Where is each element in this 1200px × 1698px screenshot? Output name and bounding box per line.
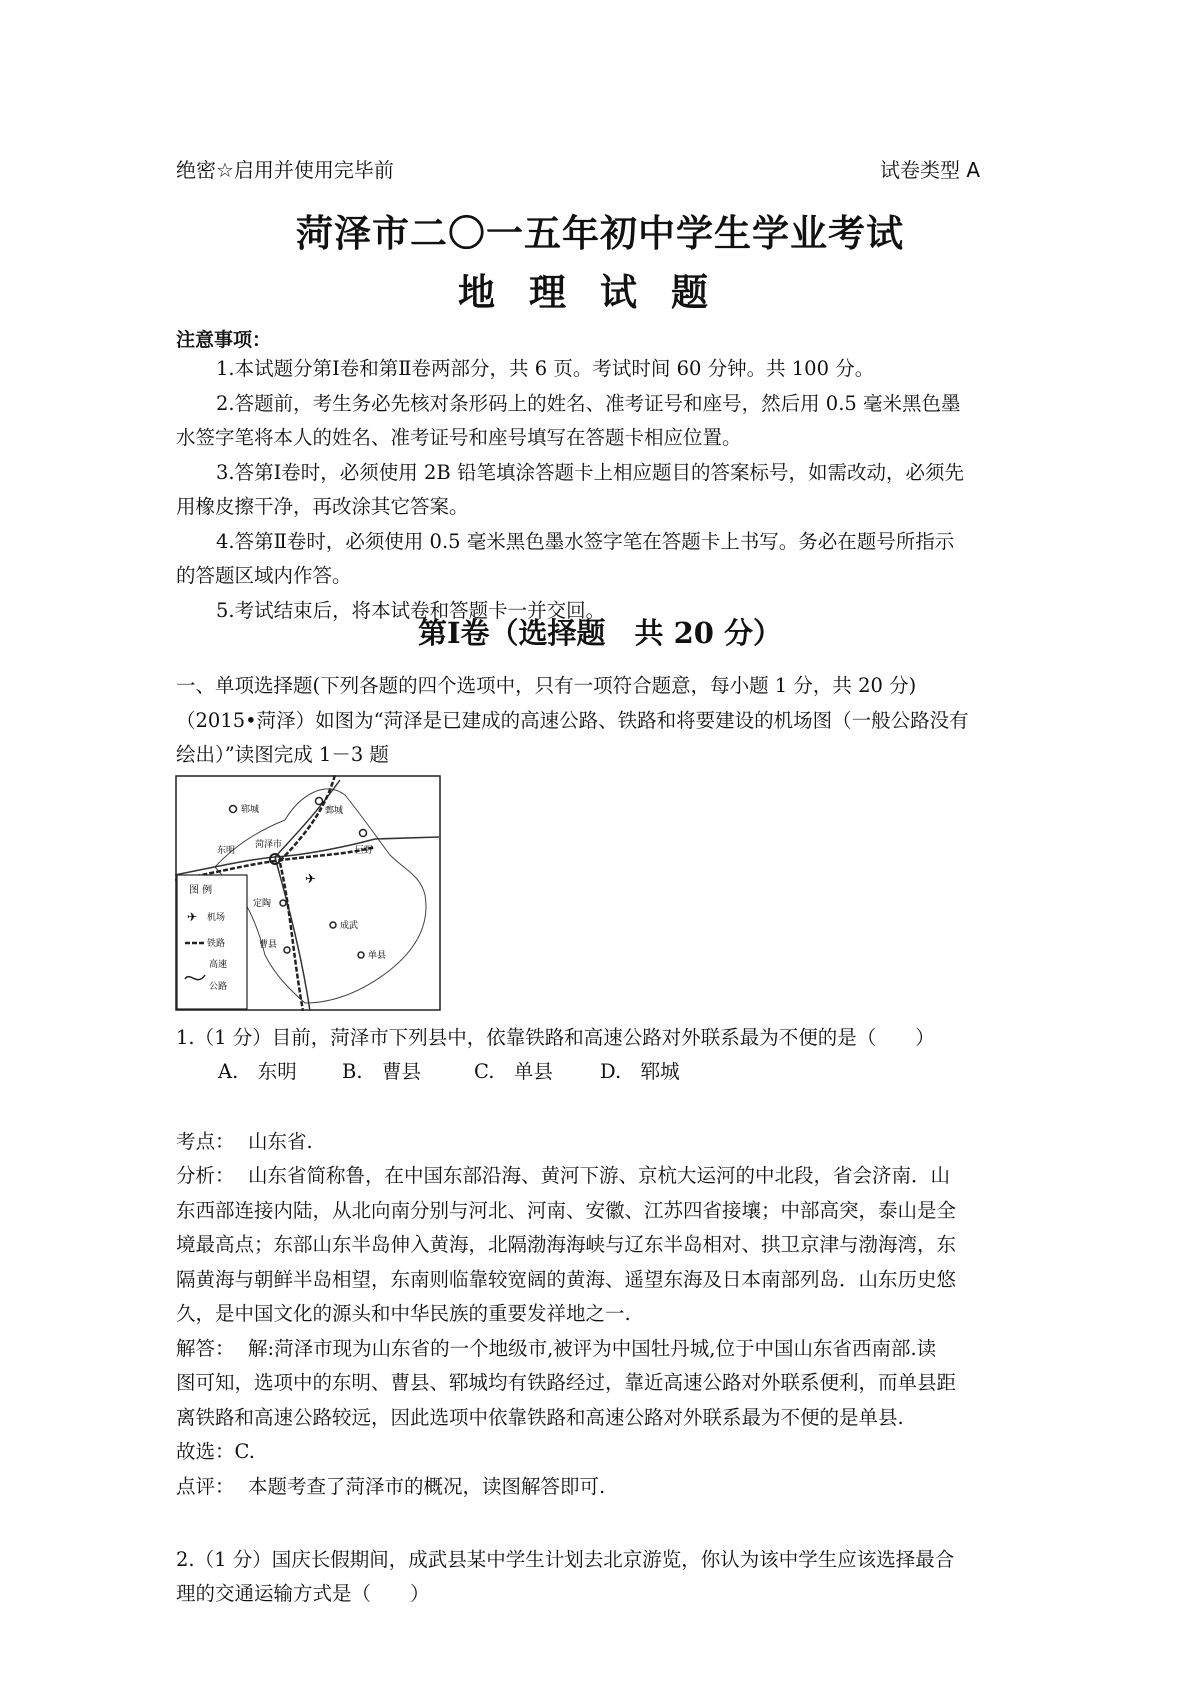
city-label: 郓城: [241, 805, 260, 815]
section-instruction: 一、单项选择题(下列各题的四个选项中，只有一项符合题意，每小题 1 分，共 20 分): [176, 674, 917, 697]
city-label: 曹县: [259, 940, 278, 950]
section-title: 第Ⅰ卷（选择题 共 20 分）: [417, 616, 783, 650]
legend-label: 公路: [209, 982, 228, 992]
option-b: B. 曹县: [342, 1060, 422, 1083]
jieda-text: 解:菏泽市现为山东省的一个地级市,被评为中国牡丹城,位于中国山东省西南部.读: [248, 1337, 937, 1360]
fenxi-text: 东西部连接内陆，从北向南分别与河北、河南、安徽、江苏四省接壤；中部高突，泰山是全: [176, 1199, 957, 1222]
fenxi-row: [176, 1162, 1036, 1190]
jieda-text: 离铁路和高速公路较远，因此选项中依靠铁路和高速公路对外联系最为不便的是单县.: [176, 1406, 904, 1429]
dianping-text: 本题考查了菏泽市的概况，读图解答即可.: [248, 1475, 606, 1498]
airplane-icon: ✈: [305, 872, 316, 887]
legend-label: 铁路: [207, 939, 226, 949]
exam-title: 菏泽市二〇一五年初中学生学业考试: [296, 212, 904, 255]
question-2-stem: 理的交通运输方式是（ ）: [176, 1582, 430, 1605]
legend-title: 图 例: [189, 885, 213, 896]
legend-label: 机场: [207, 913, 226, 923]
notice-item: 1.本试题分第Ⅰ卷和第Ⅱ卷两部分，共 6 页。考试时间 60 分钟。共 100 分。: [216, 357, 875, 380]
jieda-label: 解答：: [176, 1337, 235, 1360]
notice-item: 水签字笔将本人的姓名、准考证号和座号填写在答题卡相应位置。: [176, 426, 742, 449]
subject-title: 地理试题: [458, 271, 742, 314]
city-label: 鄄城: [325, 806, 344, 816]
notice-item: 4.答第Ⅱ卷时，必须使用 0.5 毫米黑色墨水签字笔在答题卡上书写。务必在题号所指示: [216, 530, 955, 553]
confidential-label: 绝密☆启用并使用完毕前: [176, 158, 394, 182]
question-1-stem: 1.（1 分）目前，菏泽市下列县中，依靠铁路和高速公路对外联系最为不便的是（ ）: [176, 1026, 935, 1049]
fenxi-text: 隔黄海与朝鲜半岛相望，东南则临靠较宽阔的黄海、遥望东海及日本南部列岛．山东历史悠: [176, 1268, 957, 1291]
fenxi-text: 久，是中国文化的源头和中华民族的重要发祥地之一.: [176, 1302, 631, 1325]
city-label: 菏泽市: [255, 840, 283, 850]
dianping-label: 点评：: [176, 1475, 235, 1498]
notice-item: 3.答第Ⅰ卷时，必须使用 2B 铅笔填涂答题卡上相应题目的答案标号，如需改动，必须先: [216, 461, 964, 484]
fenxi-label: 分析：: [176, 1164, 235, 1187]
legend-label: 高速: [209, 960, 228, 970]
question-2-stem: 2.（1 分）国庆长假期间，成武县某中学生计划去北京游览，你认为该中学生应该选择最合: [176, 1548, 955, 1571]
kaodian-text: 山东省.: [248, 1130, 313, 1153]
notice-item: 的答题区域内作答。: [176, 564, 352, 587]
city-label: 成武: [340, 921, 359, 931]
question-intro: 绘出）”读图完成 1－3 题: [176, 743, 389, 766]
city-label: 单县: [368, 951, 387, 961]
kaodian-row: [176, 1128, 1036, 1156]
city-label: 定陶: [253, 899, 272, 909]
question-intro: （2015•菏泽）如图为“菏泽是已建成的高速公路、铁路和将要建设的机场图（一般公路没有: [176, 709, 969, 732]
notice-heading: 注意事项：: [176, 329, 272, 351]
dianping-row: [176, 1473, 1036, 1501]
option-a: A. 东明: [218, 1060, 297, 1083]
notice-item: 用橡皮擦干净，再改涂其它答案。: [176, 495, 469, 518]
kaodian-label: 考点：: [176, 1130, 235, 1153]
option-d: D. 郓城: [600, 1060, 680, 1083]
notice-item: 2.答题前，考生务必先核对条形码上的姓名、准考证号和座号，然后用 0.5 毫米黑色墨: [216, 392, 961, 415]
city-label: 东明: [217, 846, 236, 856]
notice-item: 5.考试结束后，将本试卷和答题卡一并交回。: [216, 599, 606, 622]
fenxi-text: 境最高点；东部山东半岛伸入黄海，北隔渤海海峡与辽东半岛相对、拱卫京津与渤海湾，东: [176, 1233, 957, 1256]
answer-text: 故选：C.: [176, 1440, 255, 1463]
option-c: C. 单县: [474, 1060, 553, 1083]
jieda-text: 图可知，选项中的东明、曹县、郓城均有铁路经过，靠近高速公路对外联系便利，而单县距: [176, 1371, 957, 1394]
paper-type-label: 试卷类型 A: [880, 158, 981, 182]
city-label: 巨野: [355, 846, 374, 856]
fenxi-text: 山东省简称鲁，在中国东部沿海、黄河下游、京杭大运河的中北段，省会济南．山: [248, 1164, 951, 1187]
airplane-icon: ✈: [187, 910, 198, 924]
heze-transport-map: [175, 775, 441, 1011]
jieda-row: [176, 1335, 1036, 1363]
